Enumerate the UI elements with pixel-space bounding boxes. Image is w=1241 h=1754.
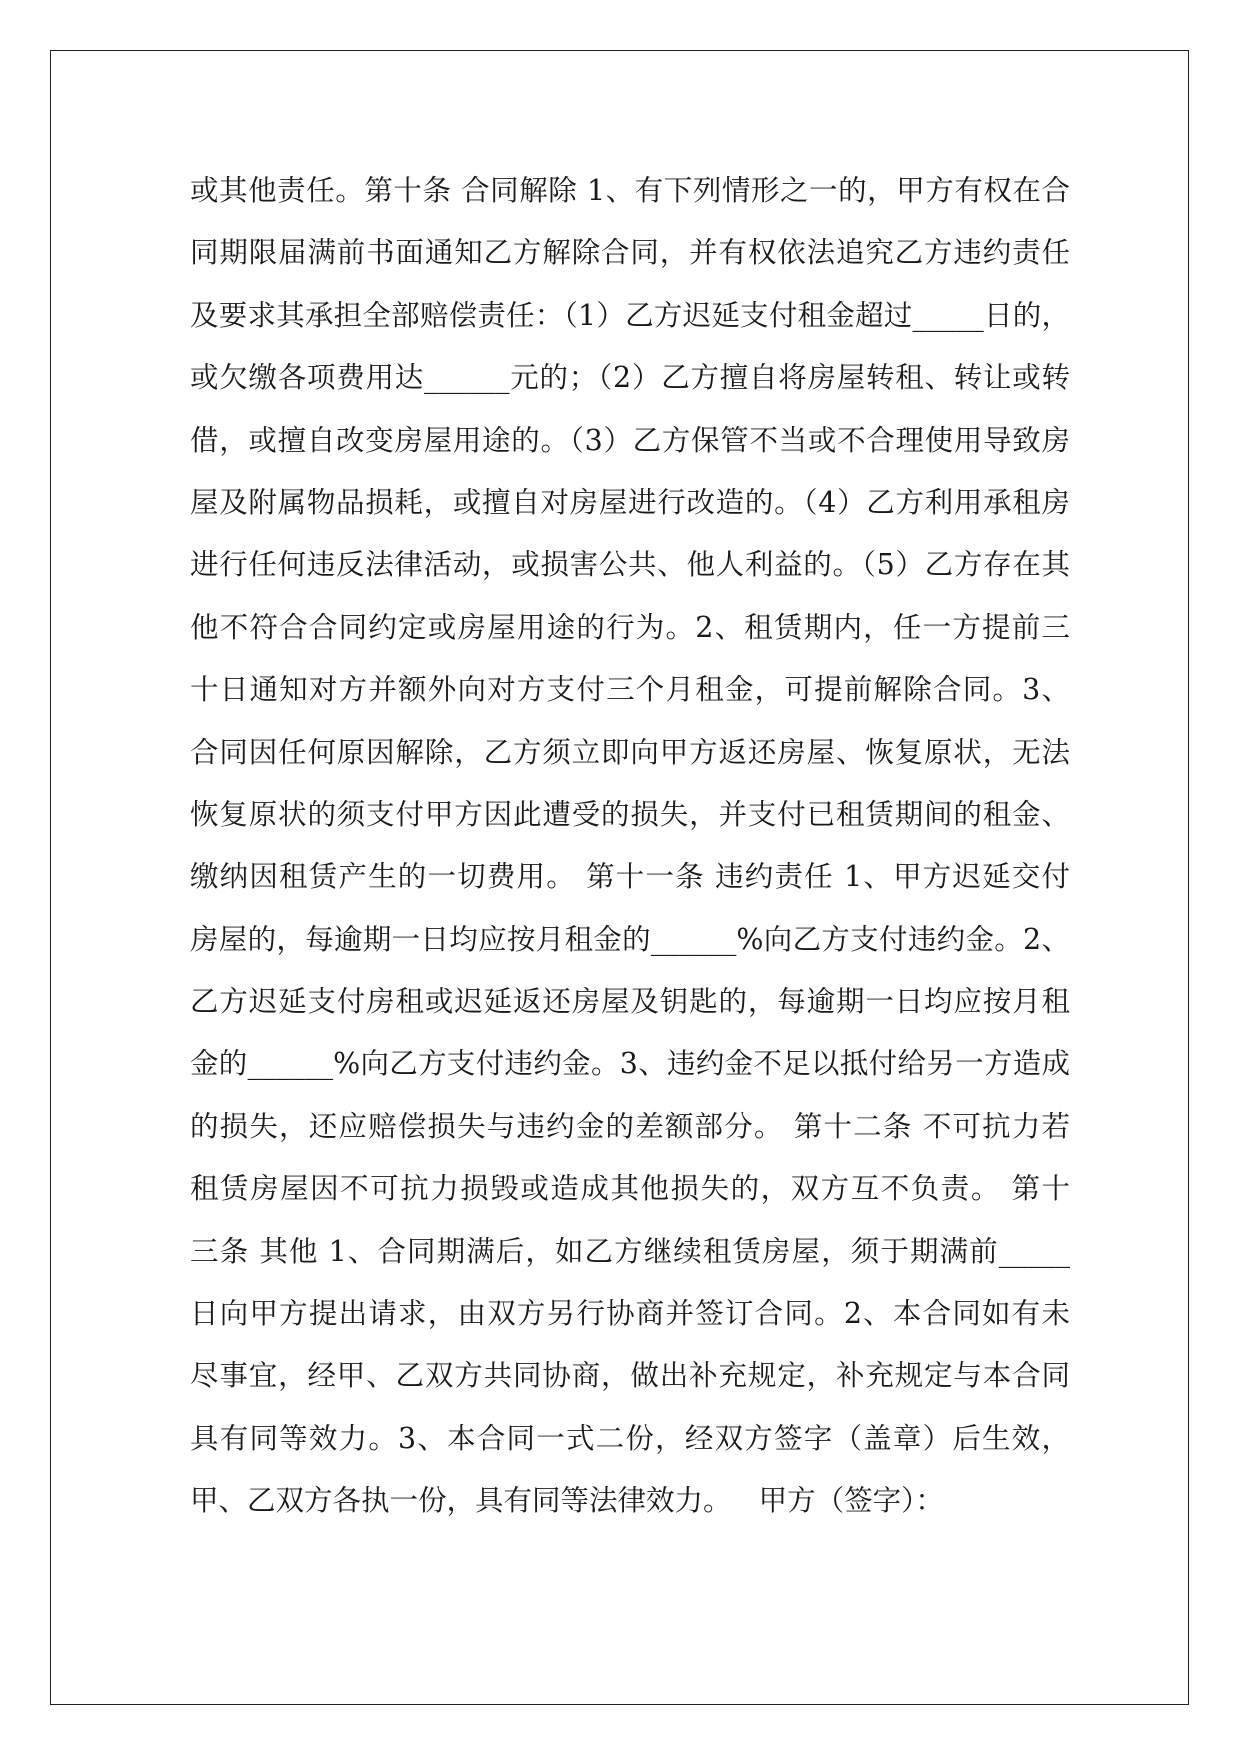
text-line: 十日通知对方并额外向对方支付三个月租金，可提前解除合同。3、	[190, 673, 1070, 707]
text-line-last: 甲、乙双方各执一份，具有同等法律效力。 甲方（签字）：	[190, 1484, 944, 1518]
text-line: 屋及附属物品损耗，或擅自对房屋进行改造的。（4）乙方利用承租房	[190, 485, 1070, 519]
text-line: 他不符合合同约定或房屋用途的行为。2、租赁期内，任一方提前三	[190, 610, 1070, 644]
text-line: 金的______%向乙方支付违约金。3、违约金不足以抵付给另一方造成	[190, 1047, 1070, 1081]
text-line: 具有同等效力。3、本合同一式二份，经双方签字（盖章）后生效，	[190, 1421, 1070, 1455]
text-line: 乙方迟延支付房租或迟延返还房屋及钥匙的，每逾期一日均应按月租	[190, 985, 1070, 1019]
text-line: 同期限届满前书面通知乙方解除合同，并有权依法追究乙方违约责任	[190, 236, 1070, 270]
text-line: 房屋的，每逾期一日均应按月租金的______%向乙方支付违约金。2、	[190, 922, 1070, 956]
text-line: 三条 其他 1、合同期满后，如乙方继续租赁房屋，须于期满前_____	[190, 1234, 1070, 1268]
text-line: 尽事宜，经甲、乙双方共同协商，做出补充规定，补充规定与本合同	[190, 1359, 1070, 1393]
text-line: 合同因任何原因解除，乙方须立即向甲方返还房屋、恢复原状，无法	[190, 735, 1070, 769]
text-line: 及要求其承担全部赔偿责任：（1）乙方迟延支付租金超过_____日的，	[190, 298, 1070, 332]
text-line: 恢复原状的须支付甲方因此遭受的损失，并支付已租赁期间的租金、	[190, 797, 1070, 831]
text-line: 或欠缴各项费用达______元的；（2）乙方擅自将房屋转租、转让或转	[190, 361, 1070, 395]
text-line: 进行任何违反法律活动，或损害公共、他人利益的。（5）乙方存在其	[190, 548, 1070, 582]
text-line: 日向甲方提出请求，由双方另行协商并签订合同。2、本合同如有未	[190, 1297, 1070, 1331]
text-line: 借，或擅自改变房屋用途的。（3）乙方保管不当或不合理使用导致房	[190, 423, 1070, 457]
text-line: 缴纳因租赁产生的一切费用。 第十一条 违约责任 1、甲方迟延交付	[190, 860, 1070, 894]
text-line: 租赁房屋因不可抗力损毁或造成其他损失的，双方互不负责。 第十	[190, 1172, 1070, 1206]
text-line: 的损失，还应赔偿损失与违约金的差额部分。 第十二条 不可抗力若	[190, 1109, 1070, 1143]
contract-text-body	[190, 160, 1070, 1533]
text-line: 或其他责任。第十条 合同解除 1、有下列情形之一的，甲方有权在合	[190, 174, 1070, 207]
